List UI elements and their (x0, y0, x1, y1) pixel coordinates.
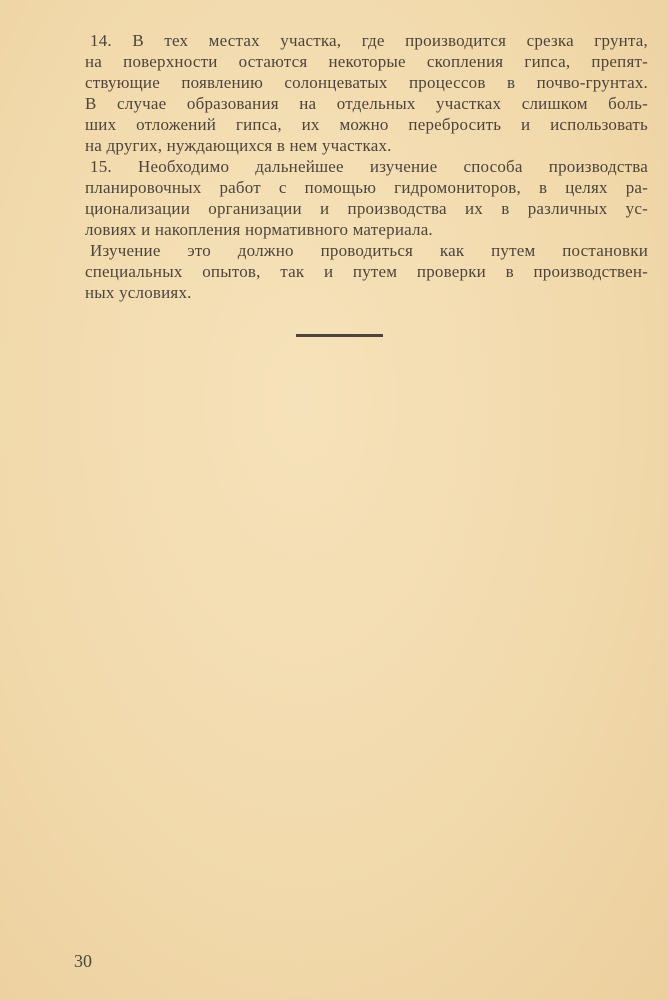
text-line: специальных опытов, так и путем проверки в производствен- (85, 262, 648, 281)
text-line: 14. В тех местах участка, где производится срезка грунта, (90, 31, 648, 50)
paragraph-study (85, 240, 648, 303)
text-line: ных условиях. (85, 283, 192, 302)
text-line: ших отложений гипса, их можно перебросить и использовать (85, 115, 648, 134)
text-line: ствующие появлению солонцеватых процессов в почво-грунтах. (85, 73, 648, 92)
text-line: планировочных работ с помощью гидромониторов, в целях ра- (85, 178, 648, 197)
section-end-rule (296, 334, 383, 337)
text-line: В случае образования на отдельных участках слишком боль- (85, 94, 648, 113)
body-text (85, 30, 648, 303)
paragraph-15 (85, 156, 648, 240)
text-line: 15. Необходимо дальнейшее изучение способа производства (90, 157, 648, 176)
text-line: на других, нуждающихся в нем участках. (85, 136, 392, 155)
text-line: Изучение это должно проводиться как путем постановки (90, 241, 648, 260)
text-line: ционализации организации и производства их в различных ус- (85, 199, 648, 218)
paragraph-14 (85, 30, 648, 156)
page-number: 30 (74, 951, 92, 971)
text-line: ловиях и накопления нормативного материала. (85, 220, 433, 239)
text-line: на поверхности остаются некоторые скопления гипса, препят- (85, 52, 648, 71)
